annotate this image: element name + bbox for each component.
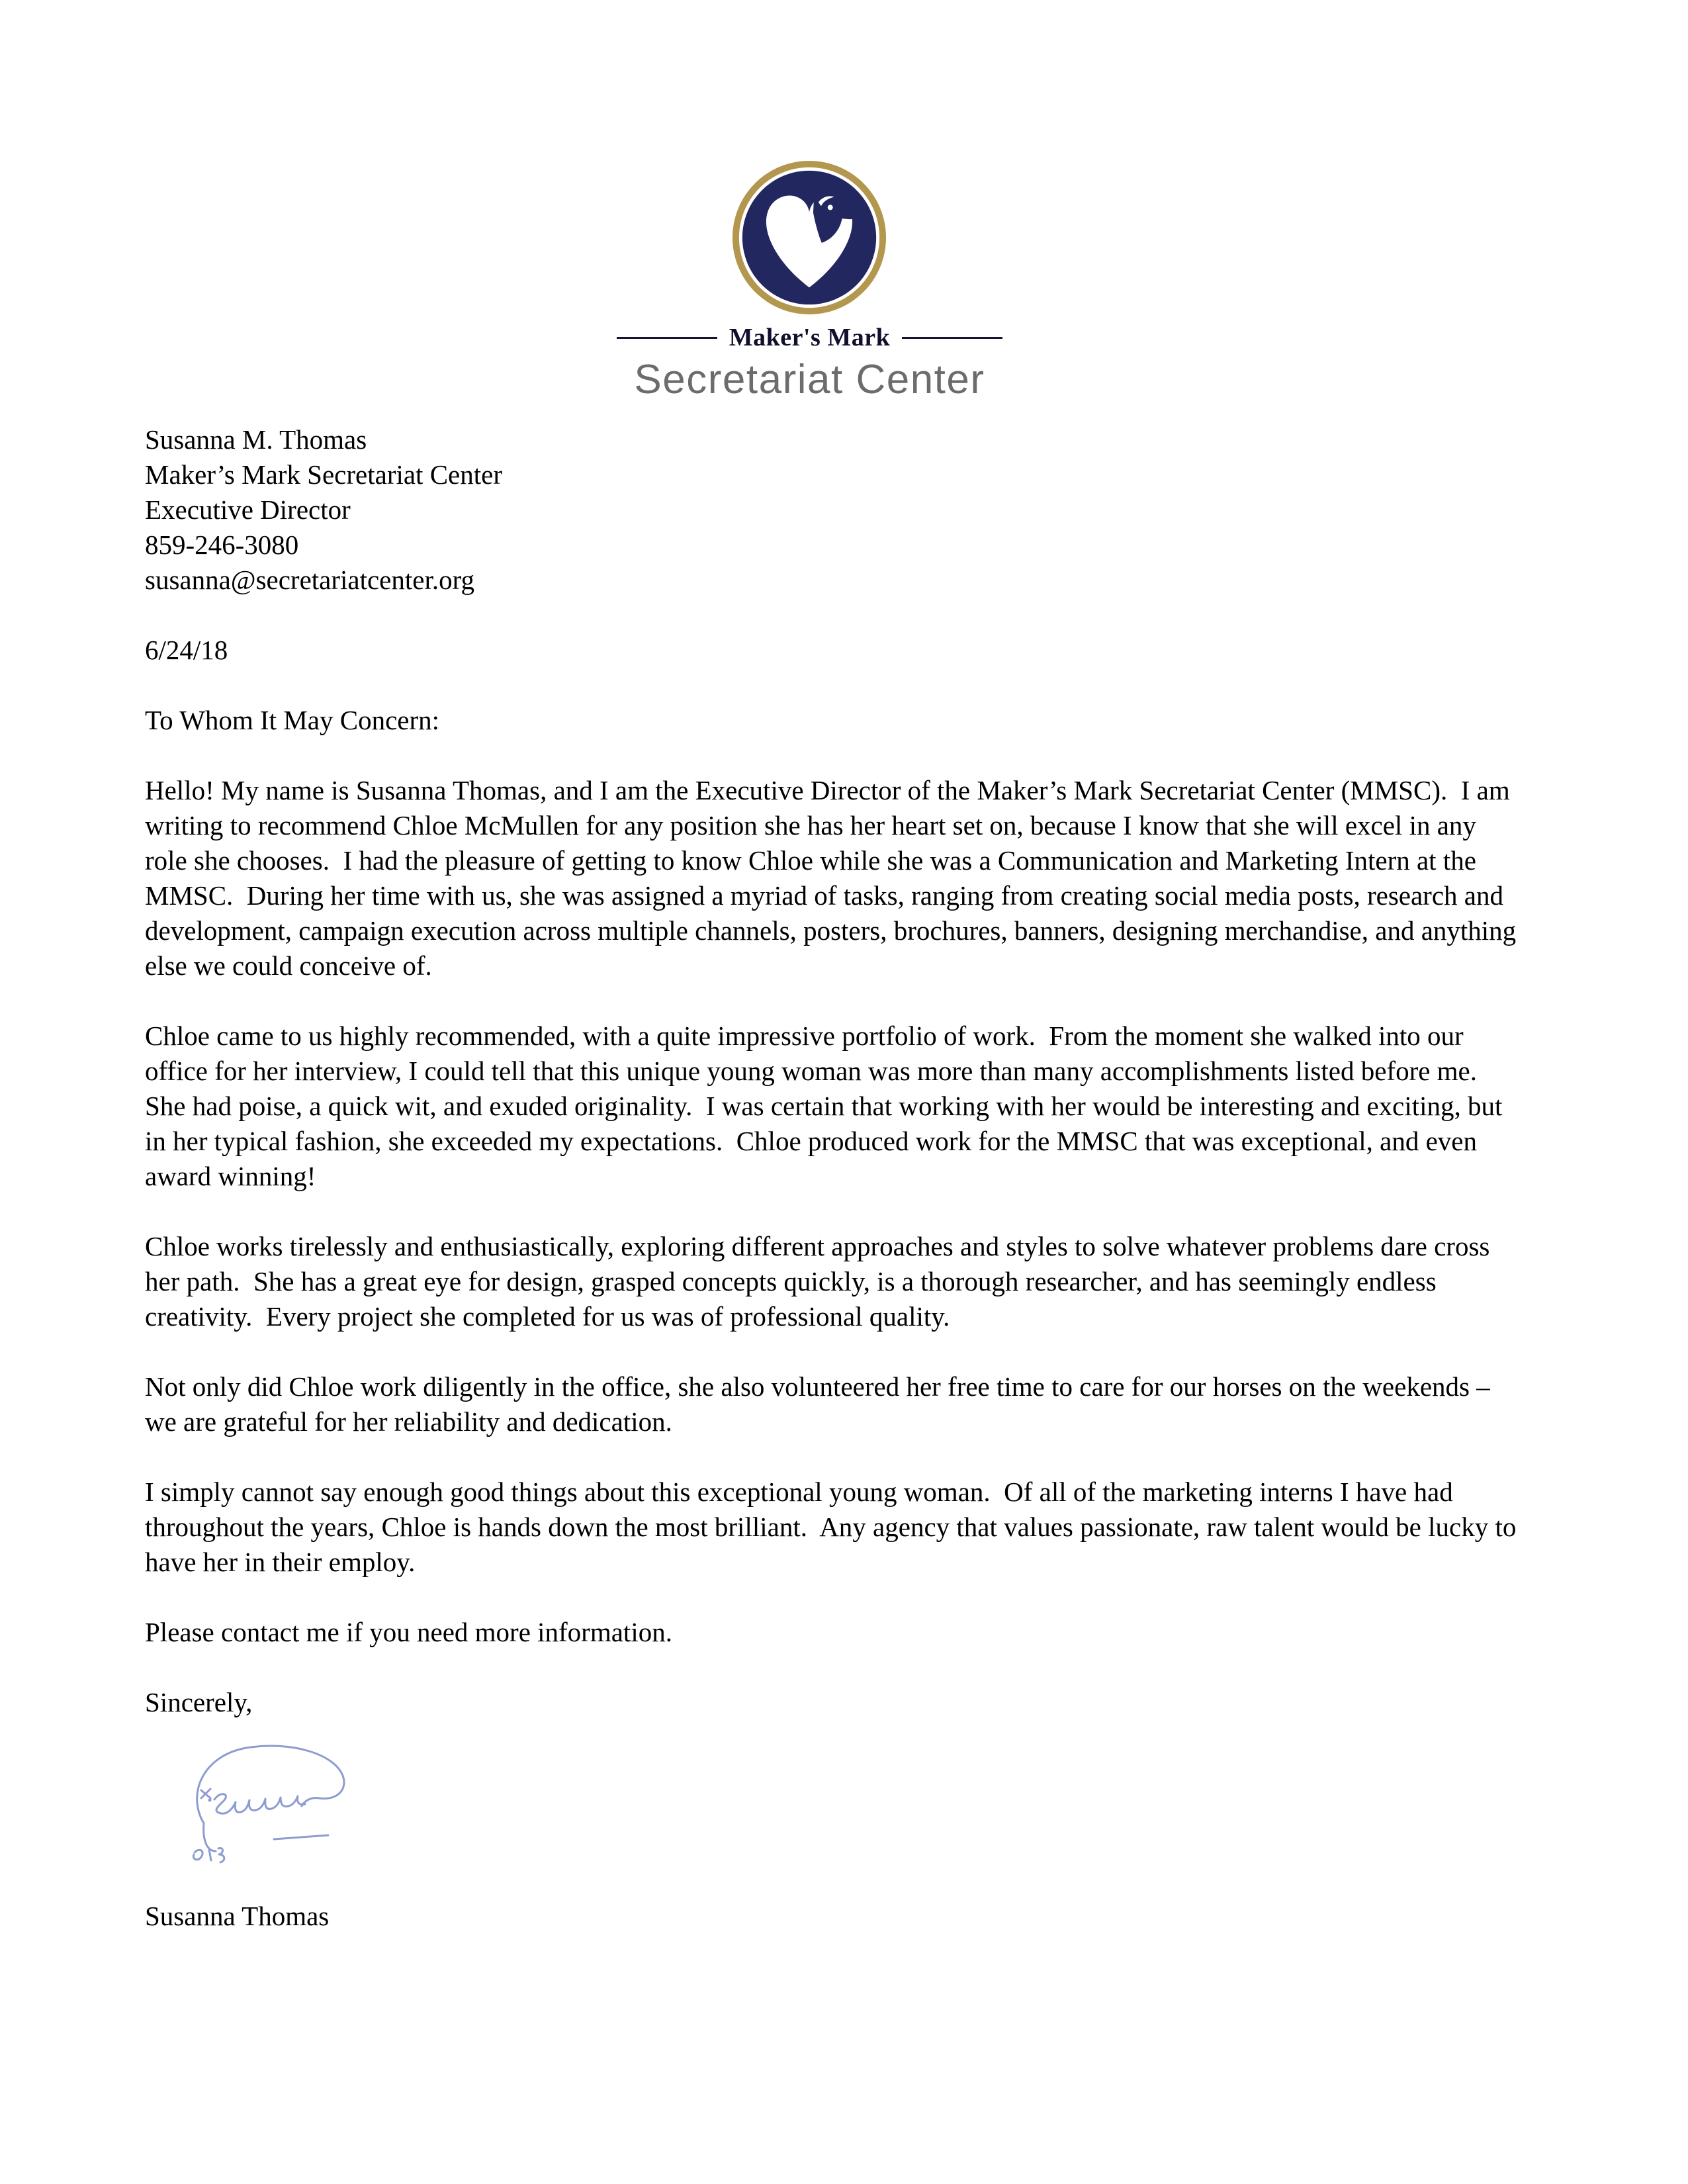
sender-title: Executive Director [145, 494, 351, 525]
sender-block [145, 422, 1525, 598]
letter-paragraph-4: Not only did Chloe work diligently in the office, she also volunteered her free time to care for our horses on the weekends – we are grateful for her reliability and dedication. [145, 1371, 1497, 1437]
sender-name: Susanna M. Thomas [145, 424, 367, 455]
signature-name: Susanna Thomas [145, 1901, 330, 1931]
closing: Sincerely, [145, 1687, 253, 1717]
brand-rule-right [902, 337, 1002, 339]
letter-paragraph-6: Please contact me if you need more information. [145, 1617, 672, 1647]
sender-email: susanna@secretariatcenter.org [145, 565, 475, 595]
letterhead [0, 159, 1688, 403]
letter-paragraph-3: Chloe works tirelessly and enthusiastically, exploring different approaches and styles to solve whatever problems dare cross her path. She has a great eye for design, grasped concepts quickly, is a thorough researcher, and has seemingly endless creativity. Every project she completed for us was of professional quality. [145, 1231, 1497, 1332]
letter-paragraph-1: Hello! My name is Susanna Thomas, and I am the Executive Director of the Maker’s Mark Secretariat Center (MMSC). I am writing to recommend Chloe McMullen for any position she has her heart set on, because I know that she will excel in any role she chooses. I had the pleasure of getting to know Chloe while she was a Communication and Marketing Intern at the MMSC. During her time with us, she was assigned a myriad of tasks, ranging from creating social media posts, research and development, campaign execution across multiple channels, posters, brochures, banners, designing merchandise, and anything else we could conceive of. [145, 775, 1523, 981]
brand-rule-left [617, 337, 717, 339]
signature-scribble-icon [175, 1739, 400, 1871]
sender-organization: Maker’s Mark Secretariat Center [145, 459, 502, 490]
brand-name: Maker's Mark [729, 324, 891, 351]
brand-subtitle: Secretariat Center [634, 357, 985, 402]
letter-body [145, 422, 1525, 1934]
brand-row [617, 323, 1002, 352]
handwritten-signature [175, 1739, 1525, 1871]
salutation: To Whom It May Concern: [145, 705, 440, 735]
logo [617, 159, 1002, 316]
horse-logo-icon [731, 159, 888, 316]
letter-paragraph-2: Chloe came to us highly recommended, with a quite impressive portfolio of work. From the moment she walked into our office for her interview, I could tell that this unique young woman was more than many accomplishments listed before me. She had poise, a quick wit, and exuded originality. I was certain that working with her would be interesting and exciting, but in her typical fashion, she exceeded my expectations. Chloe produced work for the MMSC that was exceptional, and even award winning! [145, 1021, 1509, 1191]
letter-date: 6/24/18 [145, 635, 228, 665]
letterhead-inner [617, 159, 1002, 403]
letter-paragraph-5: I simply cannot say enough good things about this exceptional young woman. Of all of the marketing interns I have had throughout the years, Chloe is hands down the most brilliant. Any agency that values passionate, raw talent would be lucky to have her in their employ. [145, 1477, 1523, 1577]
sender-phone: 859-246-3080 [145, 529, 299, 560]
